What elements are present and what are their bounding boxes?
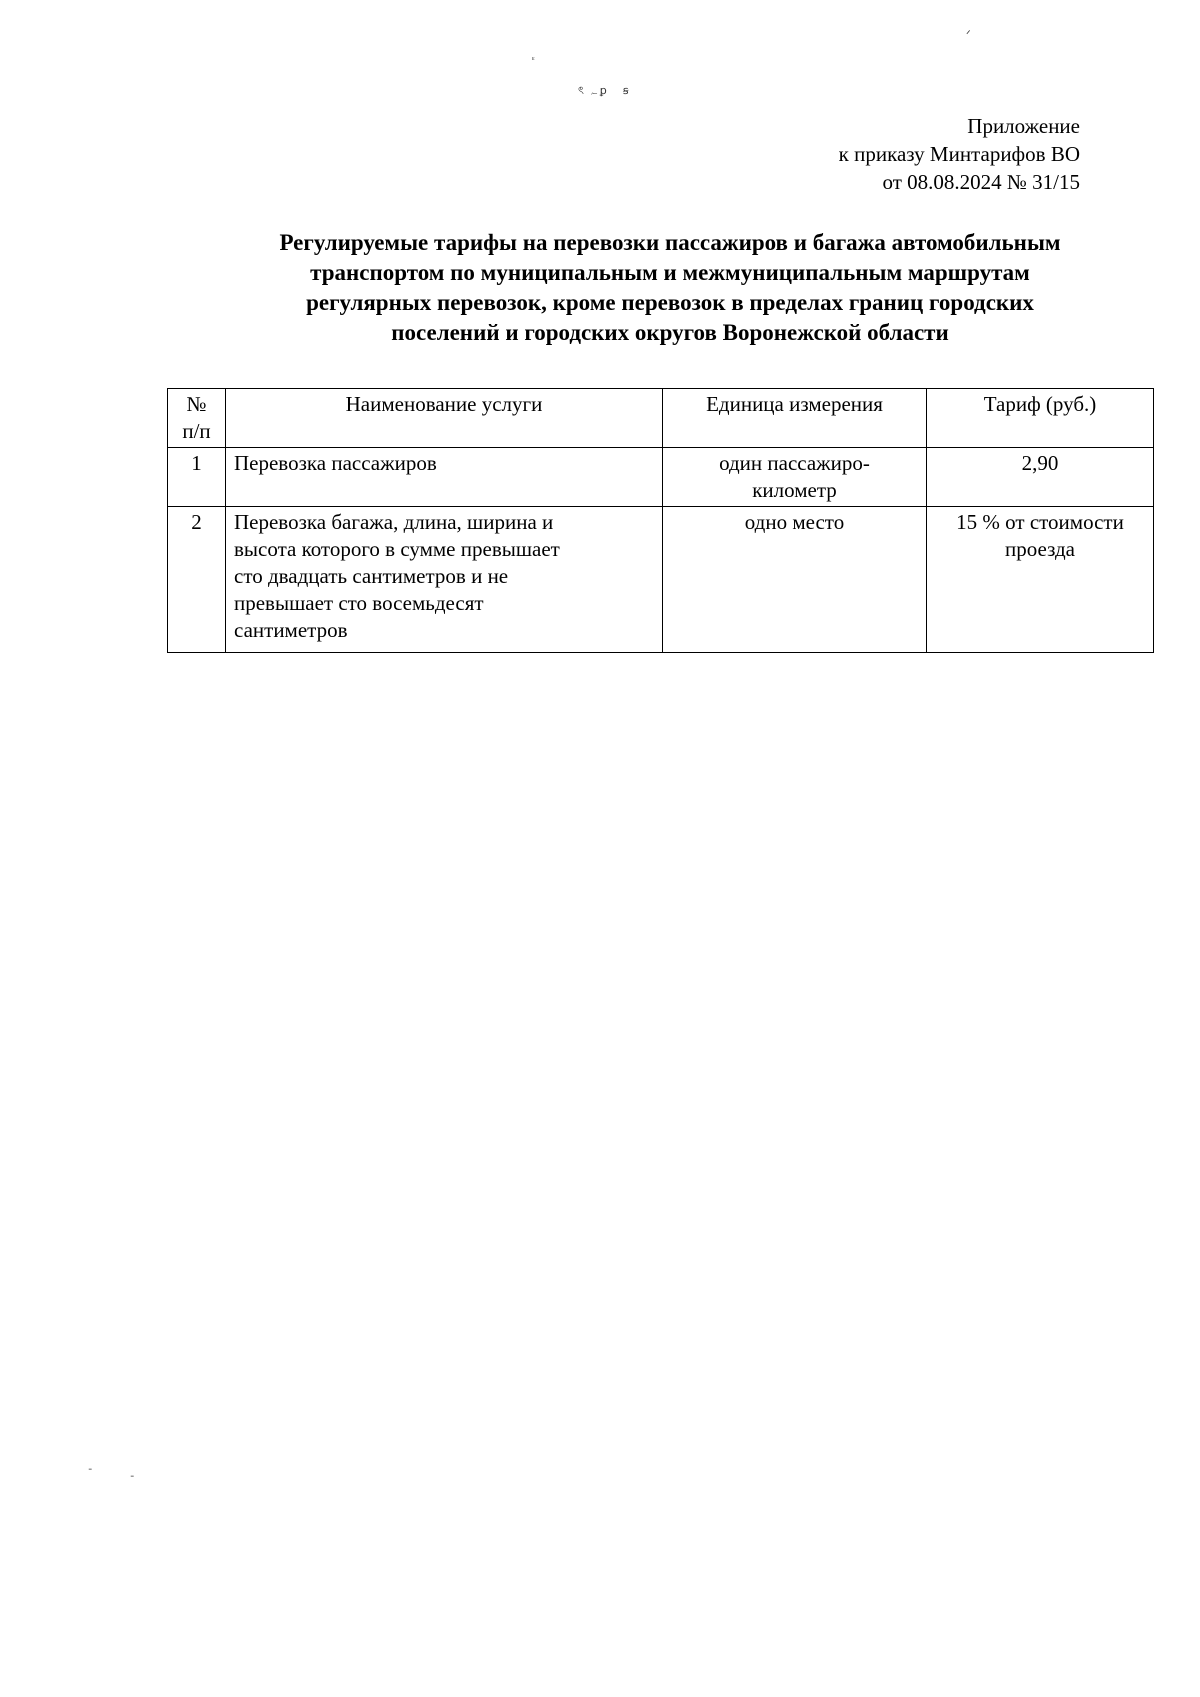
tariff-line: проезда [1005,537,1075,561]
tariff-line: 15 % от стоимости [956,510,1124,534]
service-name [226,507,663,653]
header-tariff: Тариф (руб.) [927,389,1154,448]
table-row [168,448,1154,507]
service-name-line: Перевозка багажа, длина, ширина и [234,510,554,534]
document-title [180,228,1160,348]
service-name-line: сто двадцать сантиметров и не [234,564,509,588]
tariff-value [927,507,1154,653]
appendix-reference [560,112,1080,196]
service-name-line: превышает сто восемьдесят [234,591,484,615]
service-name-line: высота которого в сумме превышает [234,537,560,561]
row-number: 1 [168,448,226,507]
header-service-name: Наименование услуги [226,389,663,448]
title-line: транспортом по муниципальным и межмуниципальным маршрутам [310,260,1030,285]
table-row [168,507,1154,653]
scan-artifact: ᐨ [88,1466,93,1478]
unit-line: одно место [744,510,845,534]
unit-line: километр [752,478,837,502]
row-number: 2 [168,507,226,653]
title-line: Регулируемые тарифы на перевозки пассажиров и багажа автомобильным [279,230,1061,255]
service-name-line: Перевозка пассажиров [234,451,437,475]
unit-of-measure [663,507,927,653]
table-header-row [168,389,1154,448]
scan-artifact: ᵋ [532,54,535,66]
scan-artifact: ᐨ [130,1473,135,1485]
unit-of-measure [663,448,927,507]
appendix-order-reference: к приказу Минтарифов ВО [838,142,1080,166]
appendix-order-date-number: от 08.08.2024 № 31/15 [882,170,1080,194]
tariff-table [167,388,1154,653]
service-name [226,448,663,507]
service-name-line: сантиметров [234,618,348,642]
scan-artifact: ᐟ [966,29,971,41]
title-line: поселений и городских округов Воронежской области [391,320,949,345]
header-number [168,389,226,448]
header-number-symbol: № [186,392,207,416]
title-line: регулярных перевозок, кроме перевозок в пределах границ городских [306,290,1034,315]
tariff-value [927,448,1154,507]
header-number-abbrev: п/п [182,419,211,443]
unit-line: один пассажиро- [719,451,870,475]
tariff-line: 2,90 [1021,451,1059,475]
appendix-label: Приложение [967,114,1080,138]
scan-artifact: ৎ ـﮧ ꝑ ꞩ [578,85,631,97]
header-unit: Единица измерения [663,389,927,448]
